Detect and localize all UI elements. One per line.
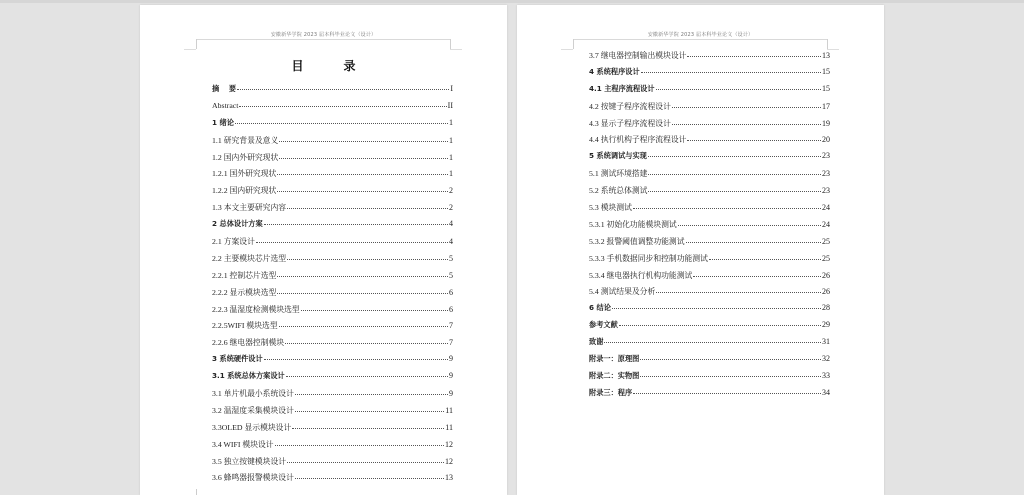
toc-entry-page-number: 33 <box>822 370 830 380</box>
toc-entry-label: 2.2.6 继电器控制模块 <box>212 338 285 348</box>
toc-title: 目 录 <box>291 59 370 73</box>
toc-entry-page-number: 34 <box>822 387 830 397</box>
toc-entry-page-number: 6 <box>449 287 453 297</box>
toc-entry-label: 6 结论 <box>589 303 611 313</box>
toc-entry[interactable] <box>212 422 453 439</box>
toc-entry[interactable] <box>212 236 453 253</box>
toc-entry-label: 附录一：原理图 <box>589 354 640 364</box>
header-rule <box>196 39 450 40</box>
toc-leader-dots <box>237 89 449 90</box>
toc-list <box>589 50 830 405</box>
toc-entry-label: 1.2 国内外研究现状 <box>212 152 279 162</box>
toc-leader-dots <box>686 242 821 243</box>
page-header: 安徽新华学院 2023 届本科毕业论文（设计） <box>270 32 377 38</box>
toc-entry-label: 1.1 研究背景及意义 <box>212 135 279 145</box>
toc-entry[interactable] <box>212 456 453 473</box>
toc-entry[interactable] <box>212 253 453 270</box>
toc-entry[interactable] <box>589 67 830 84</box>
toc-entry-page-number: 9 <box>449 389 453 399</box>
toc-entry-label: 附录三：程序 <box>589 387 633 397</box>
toc-entry-page-number: 26 <box>822 270 830 280</box>
toc-entry-label: 3.7 继电器控制输出模块设计 <box>589 51 687 60</box>
toc-entry[interactable] <box>212 101 453 118</box>
toc-entry[interactable] <box>589 185 830 202</box>
toc-leader-dots <box>285 343 448 344</box>
toc-entry-label: 1 绪论 <box>212 117 234 127</box>
toc-leader-dots <box>279 158 448 159</box>
toc-entry-page-number: 26 <box>822 287 830 297</box>
page-header: 安徽新华学院 2023 届本科毕业论文（设计） <box>647 32 754 38</box>
toc-leader-dots <box>277 174 448 175</box>
toc-entry-page-number: 23 <box>822 169 830 179</box>
toc-entry-page-number: II <box>447 100 453 110</box>
toc-entry-page-number: 20 <box>822 135 830 145</box>
toc-leader-dots <box>264 224 448 225</box>
toc-leader-dots <box>656 292 821 293</box>
toc-leader-dots <box>295 478 444 479</box>
toc-entry[interactable] <box>589 118 830 135</box>
toc-entry[interactable] <box>212 219 453 236</box>
toc-leader-dots <box>292 428 444 429</box>
toc-entry-label: 3.6 蜂鸣器报警模块设计 <box>212 473 294 483</box>
toc-entry[interactable] <box>212 135 453 152</box>
toc-entry[interactable] <box>212 152 453 169</box>
toc-entry-label: 3.1 系统总体方案设计 <box>212 371 285 381</box>
toc-entry-page-number: 1 <box>449 135 453 145</box>
toc-entry[interactable] <box>212 439 453 456</box>
toc-entry-label: 2.2.1 控制芯片选型 <box>212 270 277 280</box>
toc-entry-page-number: 15 <box>822 83 830 93</box>
toc-leader-dots <box>693 276 821 277</box>
toc-entry[interactable] <box>589 354 830 371</box>
toc-entry-label: 5.3.2 报警阈值调整功能测试 <box>589 236 685 246</box>
viewer-top-edge <box>0 0 1024 3</box>
toc-entry[interactable] <box>589 236 830 253</box>
toc-entry-label: 5.3.1 初始化功能模块测试 <box>589 219 677 229</box>
toc-entry-page-number: 13 <box>445 473 453 483</box>
toc-entry[interactable] <box>589 168 830 185</box>
crop-mark <box>196 489 197 495</box>
document-page-1 <box>140 5 507 495</box>
toc-leader-dots <box>687 140 821 141</box>
toc-leader-dots <box>687 56 821 57</box>
toc-entry-label: 1.2.2 国内研究现状 <box>212 186 277 196</box>
toc-entry[interactable] <box>212 405 453 422</box>
toc-leader-dots <box>301 310 448 311</box>
toc-leader-dots <box>648 156 821 157</box>
toc-entry[interactable] <box>589 388 830 405</box>
toc-entry[interactable] <box>589 320 830 337</box>
toc-entry-label: 5.3 模块测试 <box>589 203 632 213</box>
toc-leader-dots <box>239 106 446 107</box>
toc-leader-dots <box>648 191 821 192</box>
toc-leader-dots <box>648 174 821 175</box>
toc-leader-dots <box>287 259 448 260</box>
document-page-2 <box>517 5 884 495</box>
toc-leader-dots <box>656 89 821 90</box>
toc-entry[interactable] <box>589 202 830 219</box>
toc-entry-page-number: 1 <box>449 169 453 179</box>
toc-leader-dots <box>286 376 448 377</box>
toc-entry-label: 3 系统硬件设计 <box>212 354 263 364</box>
toc-entry-label: 2.2.5WIFI 模块选型 <box>212 321 278 331</box>
toc-leader-dots <box>672 124 821 125</box>
toc-entry-page-number: 25 <box>822 236 830 246</box>
toc-entry-page-number: 29 <box>822 320 830 330</box>
toc-entry-label: 5.3.4 继电器执行机构功能测试 <box>589 270 693 280</box>
toc-entry-page-number: 19 <box>822 118 830 128</box>
toc-entry-page-number: 9 <box>449 354 453 364</box>
toc-entry-page-number: 2 <box>449 203 453 213</box>
toc-leader-dots <box>277 191 448 192</box>
toc-entry-page-number: 15 <box>822 66 830 76</box>
toc-entry[interactable] <box>212 118 453 135</box>
toc-entry-label: 3.1 单片机最小系统设计 <box>212 389 294 399</box>
toc-leader-dots <box>264 359 448 360</box>
toc-entry-label: 4.3 显示子程序流程设计 <box>589 118 671 128</box>
toc-leader-dots <box>633 393 821 394</box>
toc-entry-page-number: I <box>450 84 453 93</box>
toc-entry-label: 2.2.3 温湿度检测模块选型 <box>212 304 300 314</box>
toc-entry-page-number: 6 <box>449 304 453 314</box>
toc-entry-page-number: 31 <box>822 337 830 347</box>
toc-entry[interactable] <box>589 134 830 151</box>
toc-leader-dots <box>287 208 448 209</box>
toc-entry[interactable] <box>212 337 453 354</box>
toc-leader-dots <box>678 225 821 226</box>
toc-entry[interactable] <box>589 270 830 287</box>
toc-entry-page-number: 11 <box>445 405 453 415</box>
toc-entry[interactable] <box>589 337 830 354</box>
toc-entry-page-number: 24 <box>822 219 830 229</box>
toc-entry-label: 4 系统程序设计 <box>589 66 640 76</box>
toc-entry-page-number: 7 <box>449 321 453 331</box>
toc-list <box>212 84 453 489</box>
toc-leader-dots <box>633 208 821 209</box>
toc-entry[interactable] <box>589 151 830 168</box>
toc-entry-label: 1.3 本文主要研究内容 <box>212 203 287 213</box>
toc-entry[interactable] <box>212 371 453 388</box>
toc-entry[interactable] <box>212 304 453 321</box>
toc-entry-label: 附录二：实物图 <box>589 370 640 380</box>
toc-leader-dots <box>287 462 444 463</box>
toc-entry-page-number: 2 <box>449 186 453 196</box>
toc-entry-label: 1.2.1 国外研究现状 <box>212 169 277 179</box>
toc-entry[interactable] <box>589 253 830 270</box>
toc-entry-page-number: 4 <box>449 219 453 229</box>
toc-entry-page-number: 9 <box>449 371 453 381</box>
toc-leader-dots <box>709 259 821 260</box>
toc-entry-label: 3.4 WIFI 模块设计 <box>212 439 274 449</box>
toc-entry-page-number: 1 <box>449 152 453 162</box>
toc-entry-label: 5.3.3 手机数据同步和控制功能测试 <box>589 253 708 263</box>
toc-entry[interactable] <box>589 219 830 236</box>
toc-entry-page-number: 12 <box>445 439 453 449</box>
header-rule <box>573 39 827 40</box>
toc-entry-page-number: 4 <box>449 237 453 247</box>
toc-entry[interactable] <box>589 371 830 388</box>
toc-entry[interactable] <box>212 388 453 405</box>
toc-entry-page-number: 1 <box>449 117 453 127</box>
toc-leader-dots <box>275 445 444 446</box>
toc-entry[interactable] <box>589 303 830 320</box>
toc-entry-label: Abstract <box>212 100 239 110</box>
crop-mark <box>196 39 197 49</box>
toc-entry[interactable] <box>212 354 453 371</box>
crop-mark <box>827 39 828 49</box>
toc-entry-label: 5.1 测试环境搭建 <box>589 169 648 179</box>
toc-entry-label: 2.1 方案设计 <box>212 237 255 247</box>
crop-mark <box>450 39 451 49</box>
toc-entry-label: 3.5 独立按键模块设计 <box>212 456 287 466</box>
toc-entry-label: 3.2 温湿度采集模块设计 <box>212 405 294 415</box>
toc-leader-dots <box>672 107 821 108</box>
toc-leader-dots <box>279 326 448 327</box>
toc-entry[interactable] <box>589 286 830 303</box>
toc-entry-page-number: 5 <box>449 253 453 263</box>
toc-entry-label: 2.2.2 显示模块选型 <box>212 287 277 297</box>
toc-entry[interactable] <box>589 84 830 101</box>
toc-entry-label: 4.1 主程序流程设计 <box>589 83 655 93</box>
toc-leader-dots <box>256 242 448 243</box>
toc-entry[interactable] <box>212 84 453 101</box>
toc-entry-label: 摘 要 <box>212 84 237 93</box>
toc-entry[interactable] <box>212 320 453 337</box>
toc-entry-label: 2.2 主要模块芯片选型 <box>212 253 287 263</box>
toc-entry[interactable] <box>589 50 830 67</box>
toc-entry-page-number: 24 <box>822 203 830 213</box>
crop-mark <box>450 49 462 50</box>
toc-entry[interactable] <box>212 202 453 219</box>
toc-entry-label: 参考文献 <box>589 320 618 330</box>
crop-mark <box>184 49 196 50</box>
toc-entry[interactable] <box>212 270 453 287</box>
toc-leader-dots <box>604 342 821 343</box>
toc-leader-dots <box>640 359 821 360</box>
toc-entry[interactable] <box>212 287 453 304</box>
toc-entry-page-number: 11 <box>445 422 453 432</box>
toc-entry-label: 5.4 测试结果及分析 <box>589 287 656 297</box>
toc-leader-dots <box>619 325 821 326</box>
toc-leader-dots <box>295 394 448 395</box>
toc-entry-page-number: 17 <box>822 101 830 111</box>
toc-entry-page-number: 5 <box>449 270 453 280</box>
toc-entry[interactable] <box>589 101 830 118</box>
toc-entry[interactable] <box>212 185 453 202</box>
toc-entry-page-number: 32 <box>822 354 830 364</box>
toc-entry-page-number: 23 <box>822 151 830 161</box>
toc-leader-dots <box>277 293 448 294</box>
toc-leader-dots <box>295 411 444 412</box>
toc-leader-dots <box>235 123 448 124</box>
toc-entry-page-number: 7 <box>449 338 453 348</box>
toc-entry[interactable] <box>212 168 453 185</box>
toc-entry-label: 5.2 系统总体测试 <box>589 186 648 196</box>
toc-entry-page-number: 25 <box>822 253 830 263</box>
crop-mark <box>561 49 573 50</box>
toc-entry-label: 4.2 按键子程序流程设计 <box>589 101 671 111</box>
toc-entry-label: 4.4 执行机构子程序流程设计 <box>589 135 687 145</box>
toc-entry-page-number: 23 <box>822 186 830 196</box>
toc-leader-dots <box>640 376 821 377</box>
toc-leader-dots <box>279 141 448 142</box>
toc-leader-dots <box>612 308 821 309</box>
toc-entry-label: 致谢 <box>589 337 604 347</box>
toc-entry-page-number: 12 <box>445 456 453 466</box>
toc-entry-page-number: 28 <box>822 303 830 313</box>
toc-leader-dots <box>277 276 448 277</box>
crop-mark <box>573 39 574 49</box>
toc-entry[interactable] <box>212 472 453 489</box>
toc-entry-label: 2 总体设计方案 <box>212 219 263 229</box>
toc-entry-page-number: 13 <box>822 51 830 60</box>
toc-leader-dots <box>641 72 821 73</box>
toc-entry-label: 3.3OLED 显示模块设计 <box>212 422 292 432</box>
toc-entry-label: 5 系统调试与实现 <box>589 151 647 161</box>
